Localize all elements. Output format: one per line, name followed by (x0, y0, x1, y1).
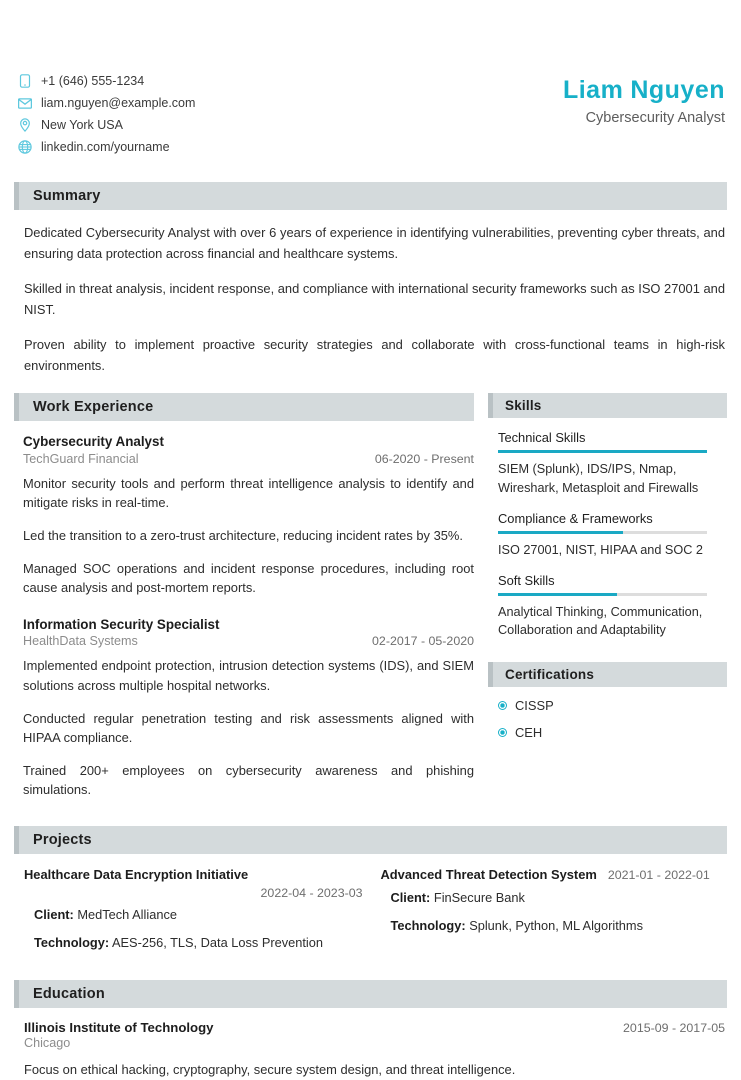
skill-group-items: Analytical Thinking, Communication, Collaboration and Adaptability (498, 604, 703, 638)
job-bullet: Trained 200+ employees on cybersecurity awareness and phishing simulations. (23, 762, 474, 798)
skill-group-name: Compliance & Frameworks (498, 511, 653, 527)
section-projects (14, 826, 727, 952)
job-dates: 02-2017 - 05-2020 (372, 634, 474, 649)
education-header (24, 1020, 727, 1035)
contact-location-text: New York USA (41, 117, 123, 132)
identity-block (563, 72, 725, 126)
skill-group-items: ISO 27001, NIST, HIPAA and SOC 2 (498, 542, 703, 557)
section-certifications (488, 662, 727, 740)
skills-body (488, 430, 727, 639)
job-role: Information Security Specialist (23, 616, 220, 632)
job-company: TechGuard Financial (23, 451, 139, 466)
skill-group (498, 511, 727, 559)
education-body (14, 1020, 727, 1079)
project-dates: 2021-01 - 2022-01 (607, 867, 710, 882)
contact-email (18, 94, 195, 112)
candidate-job-title: Cybersecurity Analyst (585, 109, 725, 126)
certification-item (498, 698, 727, 713)
summary-body (14, 223, 727, 376)
job-bullet: Monitor security tools and perform threat intelligence analysis to identify and mitigate risks in real-time. (23, 475, 474, 511)
skill-level-track (498, 593, 707, 596)
summary-paragraph: Skilled in threat analysis, incident response, and compliance with international security frameworks such as ISO 27001 and NIST. (24, 280, 725, 317)
education-heading: Education (14, 980, 727, 1008)
job-bullet: Implemented endpoint protection, intrusion detection systems (IDS), and SIEM solutions across multiple hospital networks. (23, 658, 474, 693)
project-technology (24, 934, 371, 952)
skill-level-track (498, 450, 707, 453)
certification-label: CISSP (515, 697, 554, 713)
contact-location (18, 116, 195, 134)
job-meta (23, 452, 474, 466)
education-description: Focus on ethical hacking, cryptography, secure system design, and threat intelligence. (24, 1062, 516, 1078)
project-item (14, 866, 371, 952)
skill-level-track (498, 531, 707, 534)
contact-linkedin[interactable] (18, 138, 195, 156)
project-client-label: Client: (390, 890, 431, 906)
project-dates: 2022-04 - 2023-03 (260, 886, 363, 901)
skills-heading: Skills (488, 393, 727, 418)
work-experience-item (14, 616, 474, 800)
contact-list (18, 72, 195, 156)
project-title: Healthcare Data Encryption Initiative (24, 866, 249, 882)
name-first: Liam (562, 76, 624, 104)
contact-phone (18, 72, 195, 90)
resume-header (0, 0, 741, 156)
certifications-heading: Certifications (488, 662, 727, 687)
skill-level-fill (498, 450, 707, 453)
contact-phone-text: +1 (646) 555-1234 (41, 73, 145, 88)
contact-linkedin-text: linkedin.com/yourname (41, 139, 170, 154)
project-item (371, 866, 728, 952)
skill-group (498, 573, 727, 640)
skill-level-fill (498, 531, 623, 534)
job-dates: 06-2020 - Present (374, 451, 474, 466)
projects-heading: Projects (14, 826, 727, 854)
section-skills (488, 393, 727, 639)
location-pin-icon (18, 118, 32, 132)
sidebar-column (488, 393, 727, 739)
job-role: Cybersecurity Analyst (23, 434, 164, 450)
job-bullets (23, 656, 474, 800)
projects-grid (14, 866, 727, 952)
name-last: Nguyen (630, 76, 725, 104)
skill-group-items: SIEM (Splunk), IDS/IPS, Nmap, Wireshark, Metasploit and Firewalls (498, 462, 699, 495)
project-client (381, 889, 728, 907)
project-technology-value: AES-256, TLS, Data Loss Prevention (111, 935, 324, 951)
skill-level-fill (498, 593, 617, 596)
education-location: Chicago (24, 1036, 71, 1051)
job-bullet: Managed SOC operations and incident response procedures, including root cause analysis and post-mortem reports. (23, 560, 474, 596)
job-bullet: Conducted regular penetration testing and risk assessments aligned with HIPAA compliance. (23, 710, 474, 746)
bullet-dot-icon (498, 701, 507, 710)
section-work-experience (14, 393, 474, 800)
summary-paragraph: Dedicated Cybersecurity Analyst with over 6 years of experience in identifying vulnerabilities, preventing cyber threats, and ensuring data protection across financial and healthcare systems. (24, 225, 725, 261)
main-two-column (14, 393, 727, 800)
job-company: HealthData Systems (23, 634, 138, 649)
education-dates: 2015-09 - 2017-05 (623, 1021, 725, 1036)
project-client-value: FinSecure Bank (433, 890, 525, 906)
work-experience-item (14, 433, 474, 597)
certifications-list (488, 687, 727, 740)
phone-icon (18, 74, 32, 88)
skill-group-name: Soft Skills (498, 573, 555, 589)
envelope-icon (18, 96, 32, 110)
project-client-value: MedTech Alliance (77, 907, 177, 923)
contact-email-text: liam.nguyen@example.com (41, 95, 196, 110)
skill-group (498, 430, 727, 497)
globe-icon (18, 140, 32, 154)
section-summary (14, 182, 727, 376)
summary-paragraph: Proven ability to implement proactive security strategies and collaborate with cross-functional teams in high-risk environments. (24, 336, 725, 373)
work-experience-heading: Work Experience (14, 393, 474, 421)
section-education (14, 980, 727, 1079)
project-client (24, 906, 371, 924)
project-header (381, 866, 728, 883)
certification-item (498, 725, 727, 740)
project-technology-value: Splunk, Python, ML Algorithms (469, 918, 643, 934)
summary-heading: Summary (14, 182, 727, 210)
bullet-dot-icon (498, 728, 507, 737)
job-meta (23, 634, 474, 648)
certification-label: CEH (515, 724, 543, 740)
project-client-label: Client: (34, 907, 74, 923)
project-technology (381, 917, 728, 935)
resume-body (0, 182, 741, 1080)
candidate-name (563, 76, 725, 105)
project-title: Advanced Threat Detection System (380, 866, 597, 882)
skill-group-name: Technical Skills (498, 430, 586, 446)
project-technology-label: Technology: (390, 918, 466, 934)
education-school: Illinois Institute of Technology (24, 1020, 214, 1036)
job-bullet: Led the transition to a zero-trust architecture, reducing incident rates by 35%. (23, 528, 463, 544)
job-bullets (23, 474, 474, 598)
project-technology-label: Technology: (34, 935, 110, 951)
